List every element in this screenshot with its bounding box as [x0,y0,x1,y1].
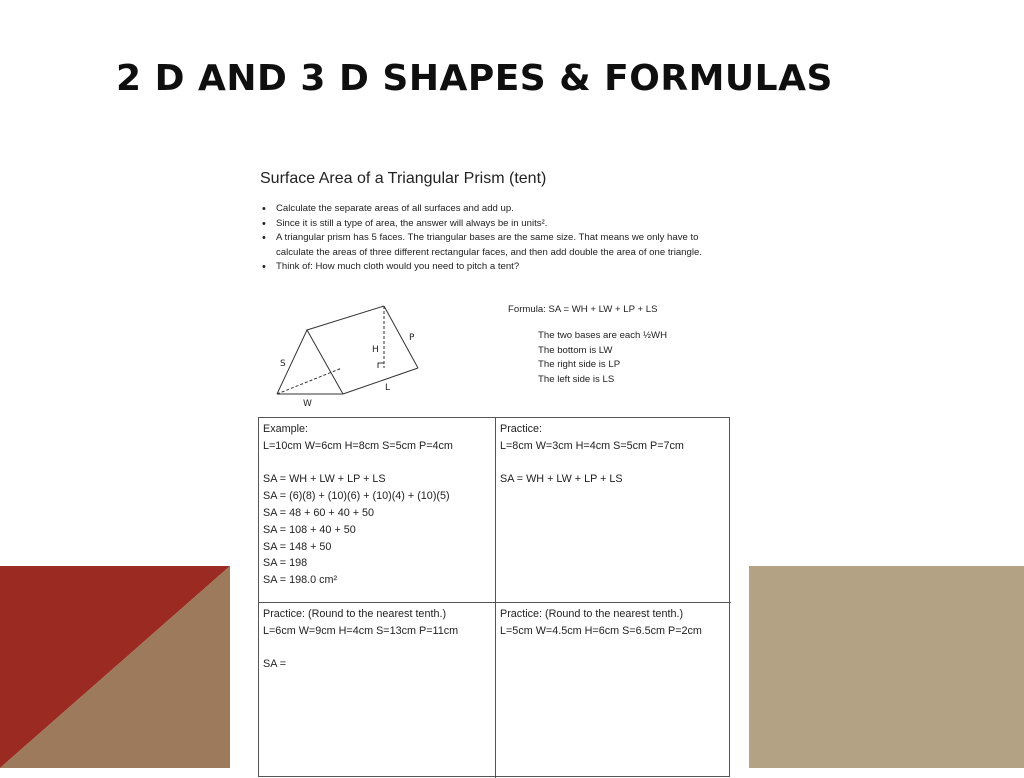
decorative-corner-left [0,566,230,768]
formula-text: Formula: SA = WH + LW + LP + LS [508,304,658,315]
practice-cell-1 [495,418,731,602]
instruction-list [260,202,730,275]
cell-heading: Practice: (Round to the nearest tenth.) [263,608,447,620]
right-angle-mark [378,363,384,368]
face-descriptions [538,329,667,387]
formula-block [508,304,667,387]
worksheet-title: Surface Area of a Triangular Prism (tent) [260,170,547,187]
worksheet-image [232,150,748,768]
cell-dimensions: L=6cm W=9cm H=4cm S=13cm P=11cm [263,624,459,637]
triangular-prism-diagram [272,300,452,410]
example-step: SA = (6)(8) + (10)(6) + (10)(4) + (10)(5) [263,490,450,503]
prism-ridge [307,306,384,330]
label-p: P [409,333,415,343]
practice-cell-3 [495,602,731,778]
practice-grid [258,417,730,777]
example-step: SA = 108 + 40 + 50 [263,523,356,536]
example-step: SA = 198.0 cm² [263,574,338,587]
face-description: The right side is LP [538,359,621,371]
face-description: The left side is LS [538,373,615,385]
cell-heading: Practice: (Round to the nearest tenth.) [500,608,684,620]
label-h: H [372,345,379,355]
decorative-block-right [749,566,1024,768]
instruction-item: • Think of: How much cloth would you need to pitch a tent? [260,260,730,275]
label-l: L [385,383,391,393]
example-step: SA = WH + LW + LP + LS [263,473,386,486]
practice-cell-2 [259,602,495,778]
cell-dimensions: L=10cm W=6cm H=8cm S=5cm P=4cm [263,439,453,452]
example-step: SA = 148 + 50 [263,540,332,553]
cell-heading: Example: [263,423,309,435]
prism-front-triangle [277,330,343,394]
cell-dimensions: L=8cm W=3cm H=4cm S=5cm P=7cm [500,439,684,452]
prism-hidden-edge [277,368,342,394]
face-description: The two bases are each ½WH [538,330,668,341]
prism-bottom-edge [343,368,418,394]
slide-title: 2 D AND 3 D SHAPES & FORMULAS [116,58,833,99]
face-description: The bottom is LW [538,344,613,356]
instruction-item: • Calculate the separate areas of all surfaces and add up. [260,202,730,217]
label-s: S [280,359,286,369]
label-w: W [303,399,312,409]
instruction-item: • Since it is still a type of area, the answer will always be in units². [260,217,730,232]
example-step: SA = 48 + 60 + 40 + 50 [263,506,375,519]
cell-dimensions: L=5cm W=4.5cm H=6cm S=6.5cm P=2cm [500,624,702,637]
cell-heading: Practice: [500,423,543,435]
practice-formula: SA = WH + LW + LP + LS [500,473,623,486]
instruction-item: • A triangular prism has 5 faces. The triangular bases are the same size. That means we only have to calculate the areas of three different rectangular faces, and then add double the area of one triangle. [260,231,730,260]
example-step: SA = 198 [263,557,308,570]
practice-answer: SA = [263,658,287,671]
example-cell [259,418,495,602]
